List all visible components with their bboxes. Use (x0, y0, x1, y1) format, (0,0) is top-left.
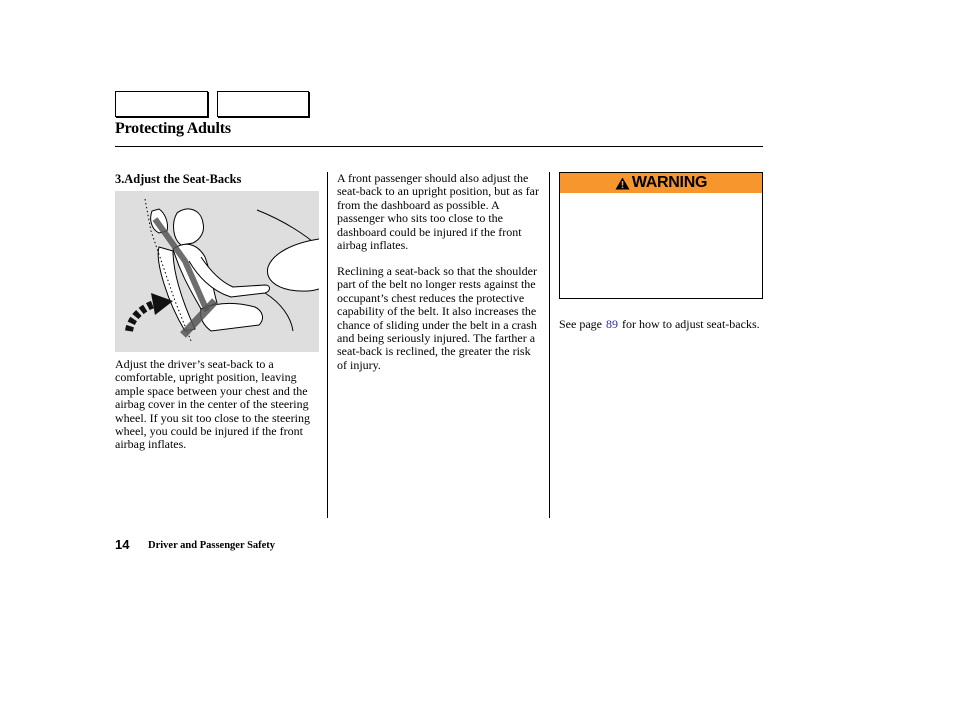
title-divider (115, 146, 763, 147)
column-divider-2 (549, 172, 550, 518)
see-page-prefix: See page (559, 317, 602, 331)
page-number: 14 (115, 537, 130, 552)
page-title: Protecting Adults (115, 120, 231, 137)
warning-box (559, 172, 763, 299)
see-page-note (559, 318, 763, 331)
seat-back-illustration (115, 191, 319, 352)
page-89-link[interactable]: 89 (605, 317, 618, 331)
recline-risk-paragraph: Reclining a seat-back so that the shoulder part of the belt no longer rests against the occupant’s chest reduces the protective capability of the belt. It also increases the chance of sliding under the belt in a crash and being seriously injured. The farther a seat-back is reclined, the greater the risk of injury. (337, 264, 537, 372)
see-page-suffix: for how to adjust seat-backs. (621, 317, 760, 331)
recline-adjust-arrow-icon (129, 293, 173, 331)
header-tab-1 (115, 91, 208, 117)
seat-back-drawing (115, 191, 319, 352)
column-divider-1 (327, 172, 328, 518)
section-heading: 3.Adjust the Seat-Backs (115, 172, 242, 186)
warning-triangle-icon (615, 177, 630, 190)
warning-header (560, 173, 762, 193)
driver-seat-paragraph: Adjust the driver’s seat-back to a comfortable, upright position, leaving ample space between your chest and the airbag cover in the center of the steering wheel. If you sit too close to the steering wheel, you could be injured if the front airbag inflates. (115, 357, 310, 452)
footer-section-name: Driver and Passenger Safety (148, 540, 276, 551)
header-tab-2 (217, 91, 309, 117)
passenger-seat-paragraph: A front passenger should also adjust the seat-back to an upright position, but as far from the dashboard as possible. A passenger who sits too close to the dashboard could be injured if the front airbag inflates. (337, 171, 539, 253)
warning-label: WARNING (631, 174, 708, 191)
